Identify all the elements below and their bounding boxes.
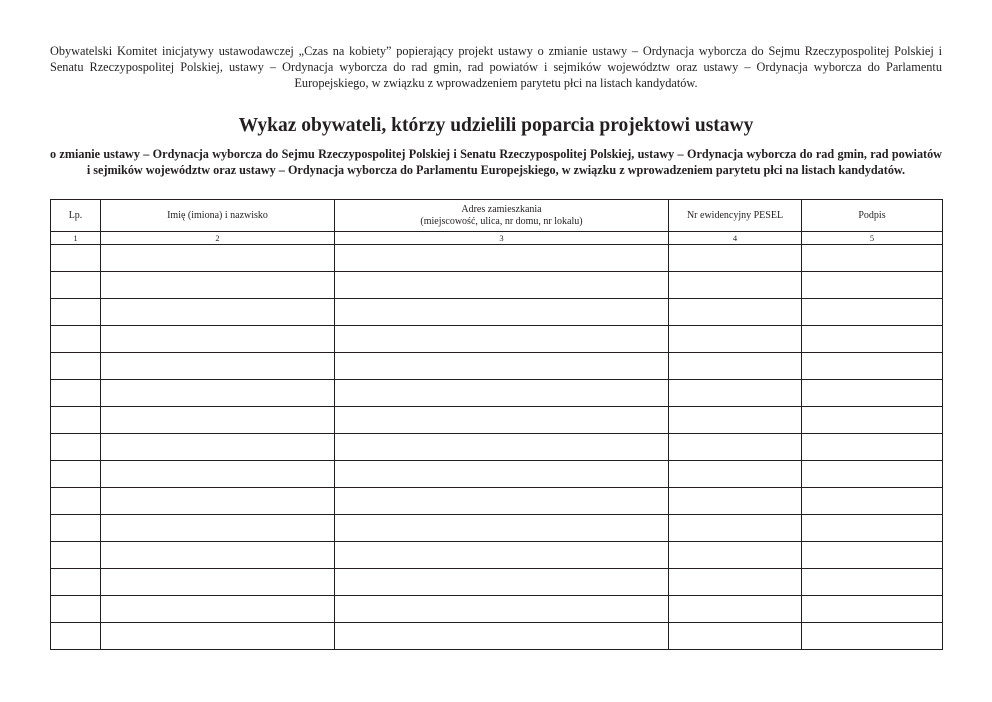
table-row	[51, 461, 943, 488]
column-number: 2	[101, 232, 335, 245]
cell-lp	[51, 515, 101, 542]
cell-signature	[802, 407, 943, 434]
cell-lp	[51, 245, 101, 272]
cell-address	[335, 380, 669, 407]
table-row	[51, 245, 943, 272]
cell-address	[335, 434, 669, 461]
cell-address	[335, 596, 669, 623]
cell-name	[101, 434, 335, 461]
table-row	[51, 353, 943, 380]
cell-signature	[802, 488, 943, 515]
committee-intro-text: Obywatelski Komitet inicjatywy ustawodawczej „Czas na kobiety” popierający projekt ustawy o zmianie ustawy – Ordynacja wyborcza do Sejmu Rzeczypospolitej Polskiej i Senatu Rzeczypospolitej Polskiej, ustawy – Ordynacja wyborcza do rad gmin, rad powiatów i sejmików województw oraz ustawy – Ordynacja wyborcza do Parlamentu Europejskiego, w związku z wprowadzeniem parytetu płci na listach kandydatów.	[50, 44, 942, 90]
table-row	[51, 326, 943, 353]
header-signature: Podpis	[802, 200, 943, 232]
table-row	[51, 542, 943, 569]
cell-address	[335, 407, 669, 434]
cell-pesel	[669, 407, 802, 434]
cell-signature	[802, 353, 943, 380]
cell-lp	[51, 380, 101, 407]
cell-pesel	[669, 326, 802, 353]
cell-name	[101, 542, 335, 569]
cell-signature	[802, 461, 943, 488]
cell-lp	[51, 623, 101, 650]
cell-signature	[802, 542, 943, 569]
cell-name	[101, 623, 335, 650]
page-title: Wykaz obywateli, którzy udzielili poparcia projektowi ustawy	[238, 115, 754, 136]
table-row	[51, 596, 943, 623]
cell-lp	[51, 272, 101, 299]
cell-address	[335, 515, 669, 542]
cell-address	[335, 569, 669, 596]
cell-pesel	[669, 488, 802, 515]
column-number: 3	[335, 232, 669, 245]
cell-pesel	[669, 380, 802, 407]
signatures-table	[50, 199, 943, 650]
table-row	[51, 623, 943, 650]
cell-pesel	[669, 623, 802, 650]
cell-lp	[51, 299, 101, 326]
cell-pesel	[669, 596, 802, 623]
table-row	[51, 407, 943, 434]
cell-address	[335, 488, 669, 515]
cell-address	[335, 245, 669, 272]
cell-lp	[51, 353, 101, 380]
cell-name	[101, 407, 335, 434]
cell-name	[101, 515, 335, 542]
cell-pesel	[669, 299, 802, 326]
cell-address	[335, 299, 669, 326]
cell-name	[101, 596, 335, 623]
cell-pesel	[669, 542, 802, 569]
header-lp: Lp.	[51, 200, 101, 232]
cell-lp	[51, 326, 101, 353]
cell-name	[101, 380, 335, 407]
table-row	[51, 380, 943, 407]
cell-pesel	[669, 434, 802, 461]
cell-name	[101, 245, 335, 272]
cell-pesel	[669, 569, 802, 596]
table-row	[51, 272, 943, 299]
cell-name	[101, 299, 335, 326]
cell-signature	[802, 272, 943, 299]
cell-pesel	[669, 272, 802, 299]
header-address	[335, 200, 669, 232]
cell-name	[101, 353, 335, 380]
column-number-row	[51, 232, 943, 245]
cell-address	[335, 353, 669, 380]
cell-name	[101, 488, 335, 515]
cell-pesel	[669, 353, 802, 380]
cell-lp	[51, 569, 101, 596]
cell-address	[335, 623, 669, 650]
cell-address	[335, 461, 669, 488]
header-pesel: Nr ewidencyjny PESEL	[669, 200, 802, 232]
cell-pesel	[669, 515, 802, 542]
table-row	[51, 569, 943, 596]
table-row	[51, 434, 943, 461]
cell-name	[101, 569, 335, 596]
cell-signature	[802, 326, 943, 353]
cell-signature	[802, 596, 943, 623]
cell-name	[101, 461, 335, 488]
table-row	[51, 515, 943, 542]
cell-pesel	[669, 245, 802, 272]
cell-lp	[51, 434, 101, 461]
page-subtitle: o zmianie ustawy – Ordynacja wyborcza do Sejmu Rzeczypospolitej Polskiej i Senatu Rzeczypospolitej Polskiej, ustawy – Ordynacja wyborcza do rad gmin, rad powiatów i sejmików województw oraz ustawy – Ordynacja wyborcza do Parlamentu Europejskiego, w związku z wprowadzeniem parytetu płci na listach kandydatów.	[50, 147, 942, 177]
cell-name	[101, 326, 335, 353]
cell-signature	[802, 434, 943, 461]
cell-address	[335, 272, 669, 299]
cell-lp	[51, 542, 101, 569]
cell-signature	[802, 299, 943, 326]
cell-signature	[802, 623, 943, 650]
column-number: 4	[669, 232, 802, 245]
cell-name	[101, 272, 335, 299]
table-header-row	[51, 200, 943, 232]
cell-signature	[802, 515, 943, 542]
cell-signature	[802, 245, 943, 272]
cell-pesel	[669, 461, 802, 488]
cell-signature	[802, 569, 943, 596]
cell-lp	[51, 461, 101, 488]
cell-address	[335, 542, 669, 569]
table-body	[51, 245, 943, 650]
table-row	[51, 488, 943, 515]
cell-lp	[51, 488, 101, 515]
header-address-main: Adres zamieszkania	[461, 203, 542, 215]
column-number: 5	[802, 232, 943, 245]
cell-lp	[51, 407, 101, 434]
header-name: Imię (imiona) i nazwisko	[101, 200, 335, 232]
column-number: 1	[51, 232, 101, 245]
cell-signature	[802, 380, 943, 407]
header-address-detail: (miejscowość, ulica, nr domu, nr lokalu)	[420, 215, 583, 227]
cell-address	[335, 326, 669, 353]
cell-lp	[51, 596, 101, 623]
table-row	[51, 299, 943, 326]
